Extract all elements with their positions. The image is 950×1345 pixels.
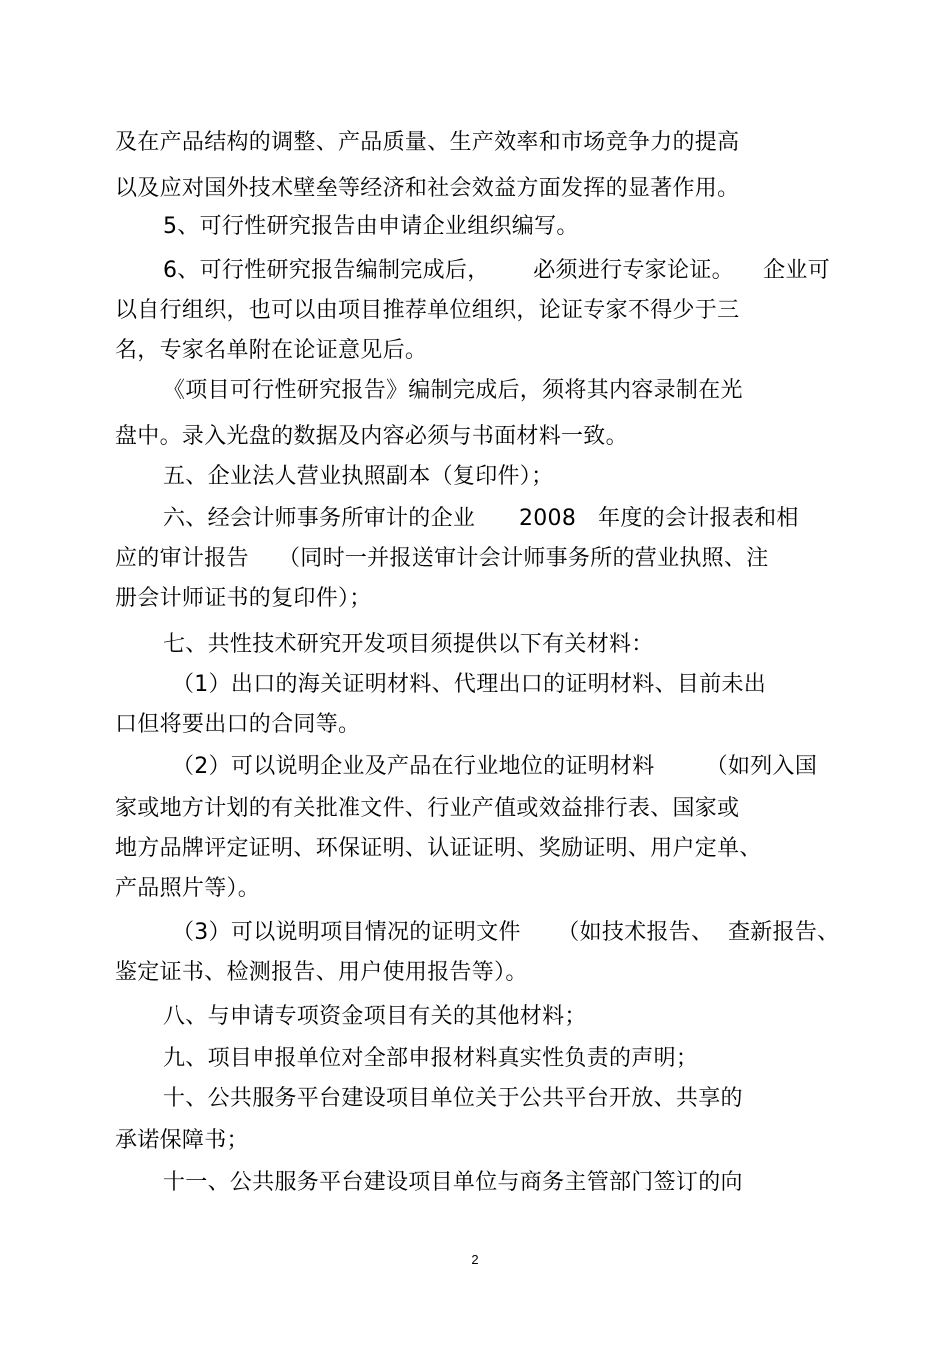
text-line-24: 十、公共服务平台建设项目单位关于公共平台开放、共享的 [163, 1086, 743, 1111]
text-line-2: 以及应对国外技术壁垒等经济和社会效益方面发挥的显著作用。 [115, 176, 740, 201]
page-number: 2 [471, 1252, 479, 1267]
text-line-18: 地方品牌评定证明、环保证明、认证证明、奖励证明、用户定单、 [115, 836, 762, 861]
text-line-25: 承诺保障书； [115, 1128, 249, 1153]
text-line-21: 鉴定证书、检测报告、用户使用报告等）。 [115, 960, 528, 985]
text-line-15: 口但将要出口的合同等。 [115, 712, 361, 737]
text-line-22: 八、与申请专项资金项目有关的其他材料； [163, 1004, 587, 1029]
text-line-10: 六、经会计师事务所审计的企业 2008 年度的会计报表和相 [163, 506, 799, 531]
text-line-12: 册会计师证书的复印件）； [115, 586, 372, 611]
text-line-1: 及在产品结构的调整、产品质量、生产效率和市场竞争力的提高 [115, 130, 740, 155]
text-line-14: （1）出口的海关证明材料、代理出口的证明材料、目前未出 [172, 672, 767, 697]
text-line-5: 以自行组织，也可以由项目推荐单位组织，论证专家不得少于三 [115, 298, 740, 323]
text-line-6: 名，专家名单附在论证意见后。 [115, 338, 428, 363]
text-line-17: 家或地方计划的有关批准文件、行业产值或效益排行表、国家或 [115, 796, 740, 821]
text-line-11: 应的审计报告 （同时一并报送审计会计师事务所的营业执照、注 [115, 546, 769, 571]
text-line-26: 十一、公共服务平台建设项目单位与商务主管部门签订的向 [163, 1170, 743, 1195]
text-line-23: 九、项目申报单位对全部申报材料真实性负责的声明； [163, 1046, 699, 1071]
text-line-20: （3）可以说明项目情况的证明文件 （如技术报告、 查新报告、 [172, 920, 840, 945]
text-line-4: 6、可行性研究报告编制完成后， 必须进行专家论证。 企业可 [163, 258, 831, 283]
text-line-8: 盘中。录入光盘的数据及内容必须与书面材料一致。 [115, 424, 628, 449]
text-line-19: 产品照片等）。 [115, 876, 261, 901]
text-line-9: 五、企业法人营业执照副本（复印件）； [163, 464, 554, 489]
text-line-7: 《项目可行性研究报告》编制完成后，须将其内容录制在光 [163, 378, 743, 403]
text-line-16: （2）可以说明企业及产品在行业地位的证明材料 （如列入国 [172, 754, 818, 779]
text-line-13: 七、共性技术研究开发项目须提供以下有关材料： [163, 632, 654, 657]
text-line-3: 5、可行性研究报告由申请企业组织编写。 [163, 214, 579, 239]
